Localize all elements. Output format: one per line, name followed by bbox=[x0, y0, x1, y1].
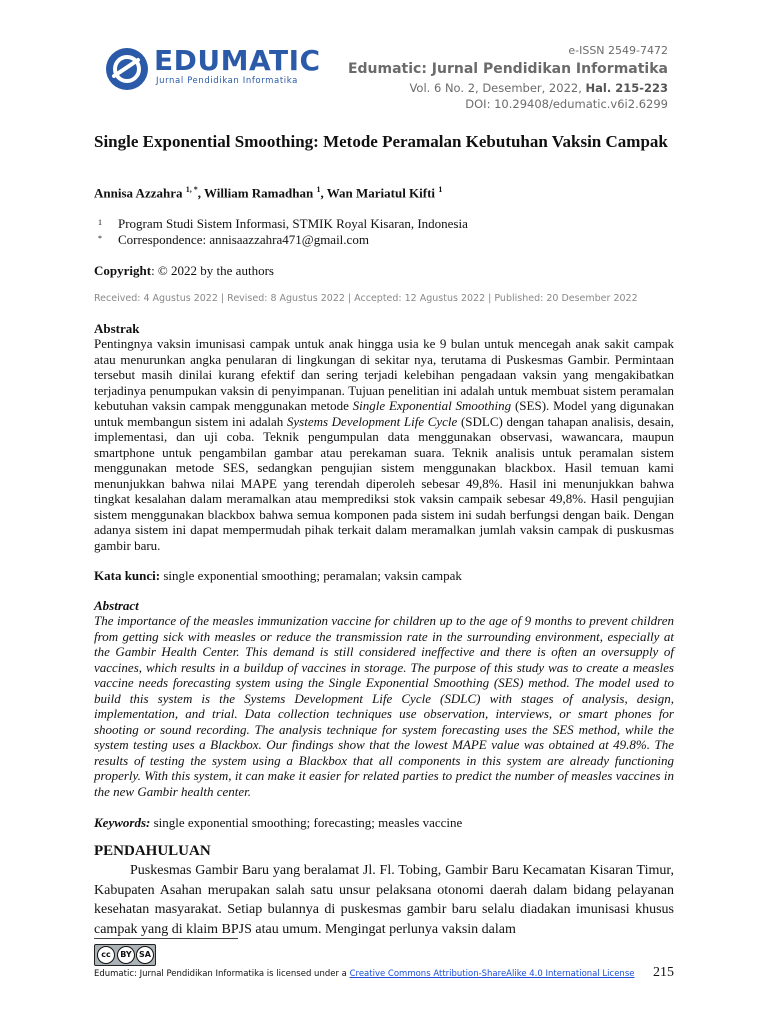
author-2: William Ramadhan bbox=[204, 185, 314, 201]
kata-kunci-label: Kata kunci: bbox=[94, 568, 161, 583]
affiliation-1-text: Program Studi Sistem Informasi, STMIK Royal Kisaran, Indonesia bbox=[118, 216, 468, 231]
correspondence-mark: * bbox=[98, 234, 102, 243]
cc-by-sa-badge[interactable] bbox=[94, 944, 156, 966]
doi: DOI: 10.29408/edumatic.v6i2.6299 bbox=[465, 97, 668, 111]
publication-dates: Received: 4 Agustus 2022 | Revised: 8 Agustus 2022 | Accepted: 12 Agustus 2022 | Published: 20 Desember 2022 bbox=[94, 293, 638, 304]
paper-title: Single Exponential Smoothing: Metode Peramalan Kebutuhan Vaksin Campak bbox=[94, 132, 668, 151]
abstract-heading: Abstract bbox=[94, 598, 139, 613]
correspondence-text: Correspondence: annisaazzahra471@gmail.com bbox=[118, 232, 369, 247]
abstract-text: The importance of the measles immunization vaccine for children up to the age of 9 months to prevent children from getting sick with measles or reduce the transmission rate in the surrounding environment, especially at the Gambir Health Center. This demand is still considered ineffective and there is often an oversupply of vaccines, which results in a buildup of vaccines in storage. The purpose of this study was to create a measles vaccine needs forecasting system using the Single Exponential Smoothing (SES) method. The model used to build this system is the Systems Development Life Cycle (SDLC) with stages of analysis, design, implementation, and trial. Data collection techniques use observation, interviews, or smart phones for shooting or sound recording. The analysis technique for system forecasting uses the SES method, while the system testing uses a Blackbox. Our findings show that the lowest MAPE value was obtained at 49.8%. The results of testing the system using a Blackbox that all components in this system are already functioning properly. With this system, it can make it easier for related parties to predict the number of measles vaccines in the new Gambir health center. bbox=[94, 613, 674, 799]
abstrak-part-2: (SES). Model yang digunakan untuk membangun sistem ini adalah bbox=[94, 398, 675, 429]
copyright bbox=[94, 263, 274, 279]
sa-icon: SA bbox=[136, 946, 154, 964]
license-statement bbox=[94, 969, 634, 979]
keywords-text: single exponential smoothing; forecasting; measles vaccine bbox=[150, 815, 463, 830]
pendahuluan-body: Puskesmas Gambir Baru yang beralamat Jl. Fl. Tobing, Gambir Baru Kecamatan Kisaran Timur, Kabupaten Asahan merupakan salah satu unsur pelaksana otonomi daerah dalam bidang pelayanan kesehatan masyarakat. Setiap bulannya di puskesmas gambir baru selalu diadakan imunisasi khusus campak yang di klaim BPJS atau umum. Mengingat perlunya vaksin dalam bbox=[94, 863, 674, 937]
page-range: Hal. 215-223 bbox=[585, 81, 668, 95]
page-number: 215 bbox=[653, 965, 674, 980]
logo-wordmark: EDUMATIC bbox=[154, 44, 321, 77]
edumatic-logo-icon bbox=[104, 46, 150, 92]
kata-kunci-text: single exponential smoothing; peramalan; vaksin campak bbox=[160, 568, 462, 583]
pendahuluan-text bbox=[94, 861, 674, 939]
volume-info bbox=[409, 81, 668, 95]
author-1: Annisa Azzahra bbox=[94, 185, 183, 201]
abstrak-heading: Abstrak bbox=[94, 321, 140, 336]
author-3-sup: 1 bbox=[438, 185, 443, 194]
keywords bbox=[94, 815, 462, 831]
affiliation-1-mark: 1 bbox=[98, 218, 102, 227]
author-1-sup: 1, * bbox=[185, 185, 198, 194]
keywords-label: Keywords: bbox=[94, 815, 151, 830]
kata-kunci bbox=[94, 568, 462, 584]
logo-subtitle: Jurnal Pendidikan Informatika bbox=[156, 76, 298, 86]
author-3: Wan Mariatul Kifti bbox=[326, 185, 436, 201]
copyright-text: : © 2022 by the authors bbox=[151, 263, 274, 278]
journal-logo bbox=[104, 44, 344, 96]
abstrak-part-3: (SDLC) dengan tahapan analisis, desain, implementasi, dan uji coba. Teknik pengumpulan data menggunakan observasi, wawancara, maupun smartphone untuk pengambilan gambar atau perekaman suara. Teknik analisis untuk peramalan sistem menggunakan metode SES, sedangkan pengujian sistem menggunakan blackbox. Hasil temuan kami menunjukkan bahwa nilai MAPE yang terendah diperoleh sebesar 49,8%. Hasil ini menunjukkan bahwa tingkat kesalahan dalam meramalkan atau memprediksi stok vaksin campaik sebesar 49,8%. Hasil pengujian sistem menggunakan blackbox bahwa semua komponen pada sistem ini sudah berfungsi dengan baik. Dengan adanya sistem ini dapat mempermudah pihak terkait dalam meramalkan jumlah vaksin campak di puskusmas gambir baru. bbox=[94, 413, 674, 553]
abstrak-italic-2: Systems Development Life Cycle bbox=[286, 413, 458, 429]
license-link[interactable]: Creative Commons Attribution-ShareAlike 4.0 International License bbox=[349, 969, 635, 979]
author-list: Annisa Azzahra $^{1, *}$, William Ramadhan $^1$, Wan Mariatul Kifti $^1$ bbox=[94, 185, 443, 201]
journal-name: Edumatic: Jurnal Pendidikan Informatika bbox=[347, 61, 668, 77]
footer-divider bbox=[94, 938, 238, 939]
copyright-label: Copyright bbox=[94, 263, 152, 278]
abstrak-text bbox=[94, 336, 674, 553]
pendahuluan-heading: PENDAHULUAN bbox=[94, 843, 211, 859]
issn: e-ISSN 2549-7472 bbox=[568, 44, 668, 57]
abstrak-italic-1: Single Exponential Smoothing bbox=[352, 398, 512, 413]
author-2-sup: 1 bbox=[316, 185, 321, 194]
cc-icon: cc bbox=[97, 946, 115, 964]
license-prefix: Edumatic: Jurnal Pendidikan Informatika is licensed under a bbox=[94, 969, 350, 979]
volume-text: Vol. 6 No. 2, Desember, 2022, bbox=[409, 81, 582, 95]
by-icon: BY bbox=[117, 946, 135, 964]
abstrak-part-1: Pentingnya vaksin imunisasi campak untuk anak hingga usia ke 9 bulan untuk mencegah anak sakit campak atau menurunkan angka penularan di lingkungan di sekitar nya, terutama di Puskesmas Gambir. Permintaan tersebut masih dinilai kurang efektif dan sering terjadi kelebihan pengadaan vaksin yang mengakibatkan terjadinya penumpukan vaksin di penyimpanan. Tujuan penelitian ini adalah untuk membuat sistem peramalan kebutuhan vaksin campak menggunakan metode bbox=[94, 336, 674, 413]
